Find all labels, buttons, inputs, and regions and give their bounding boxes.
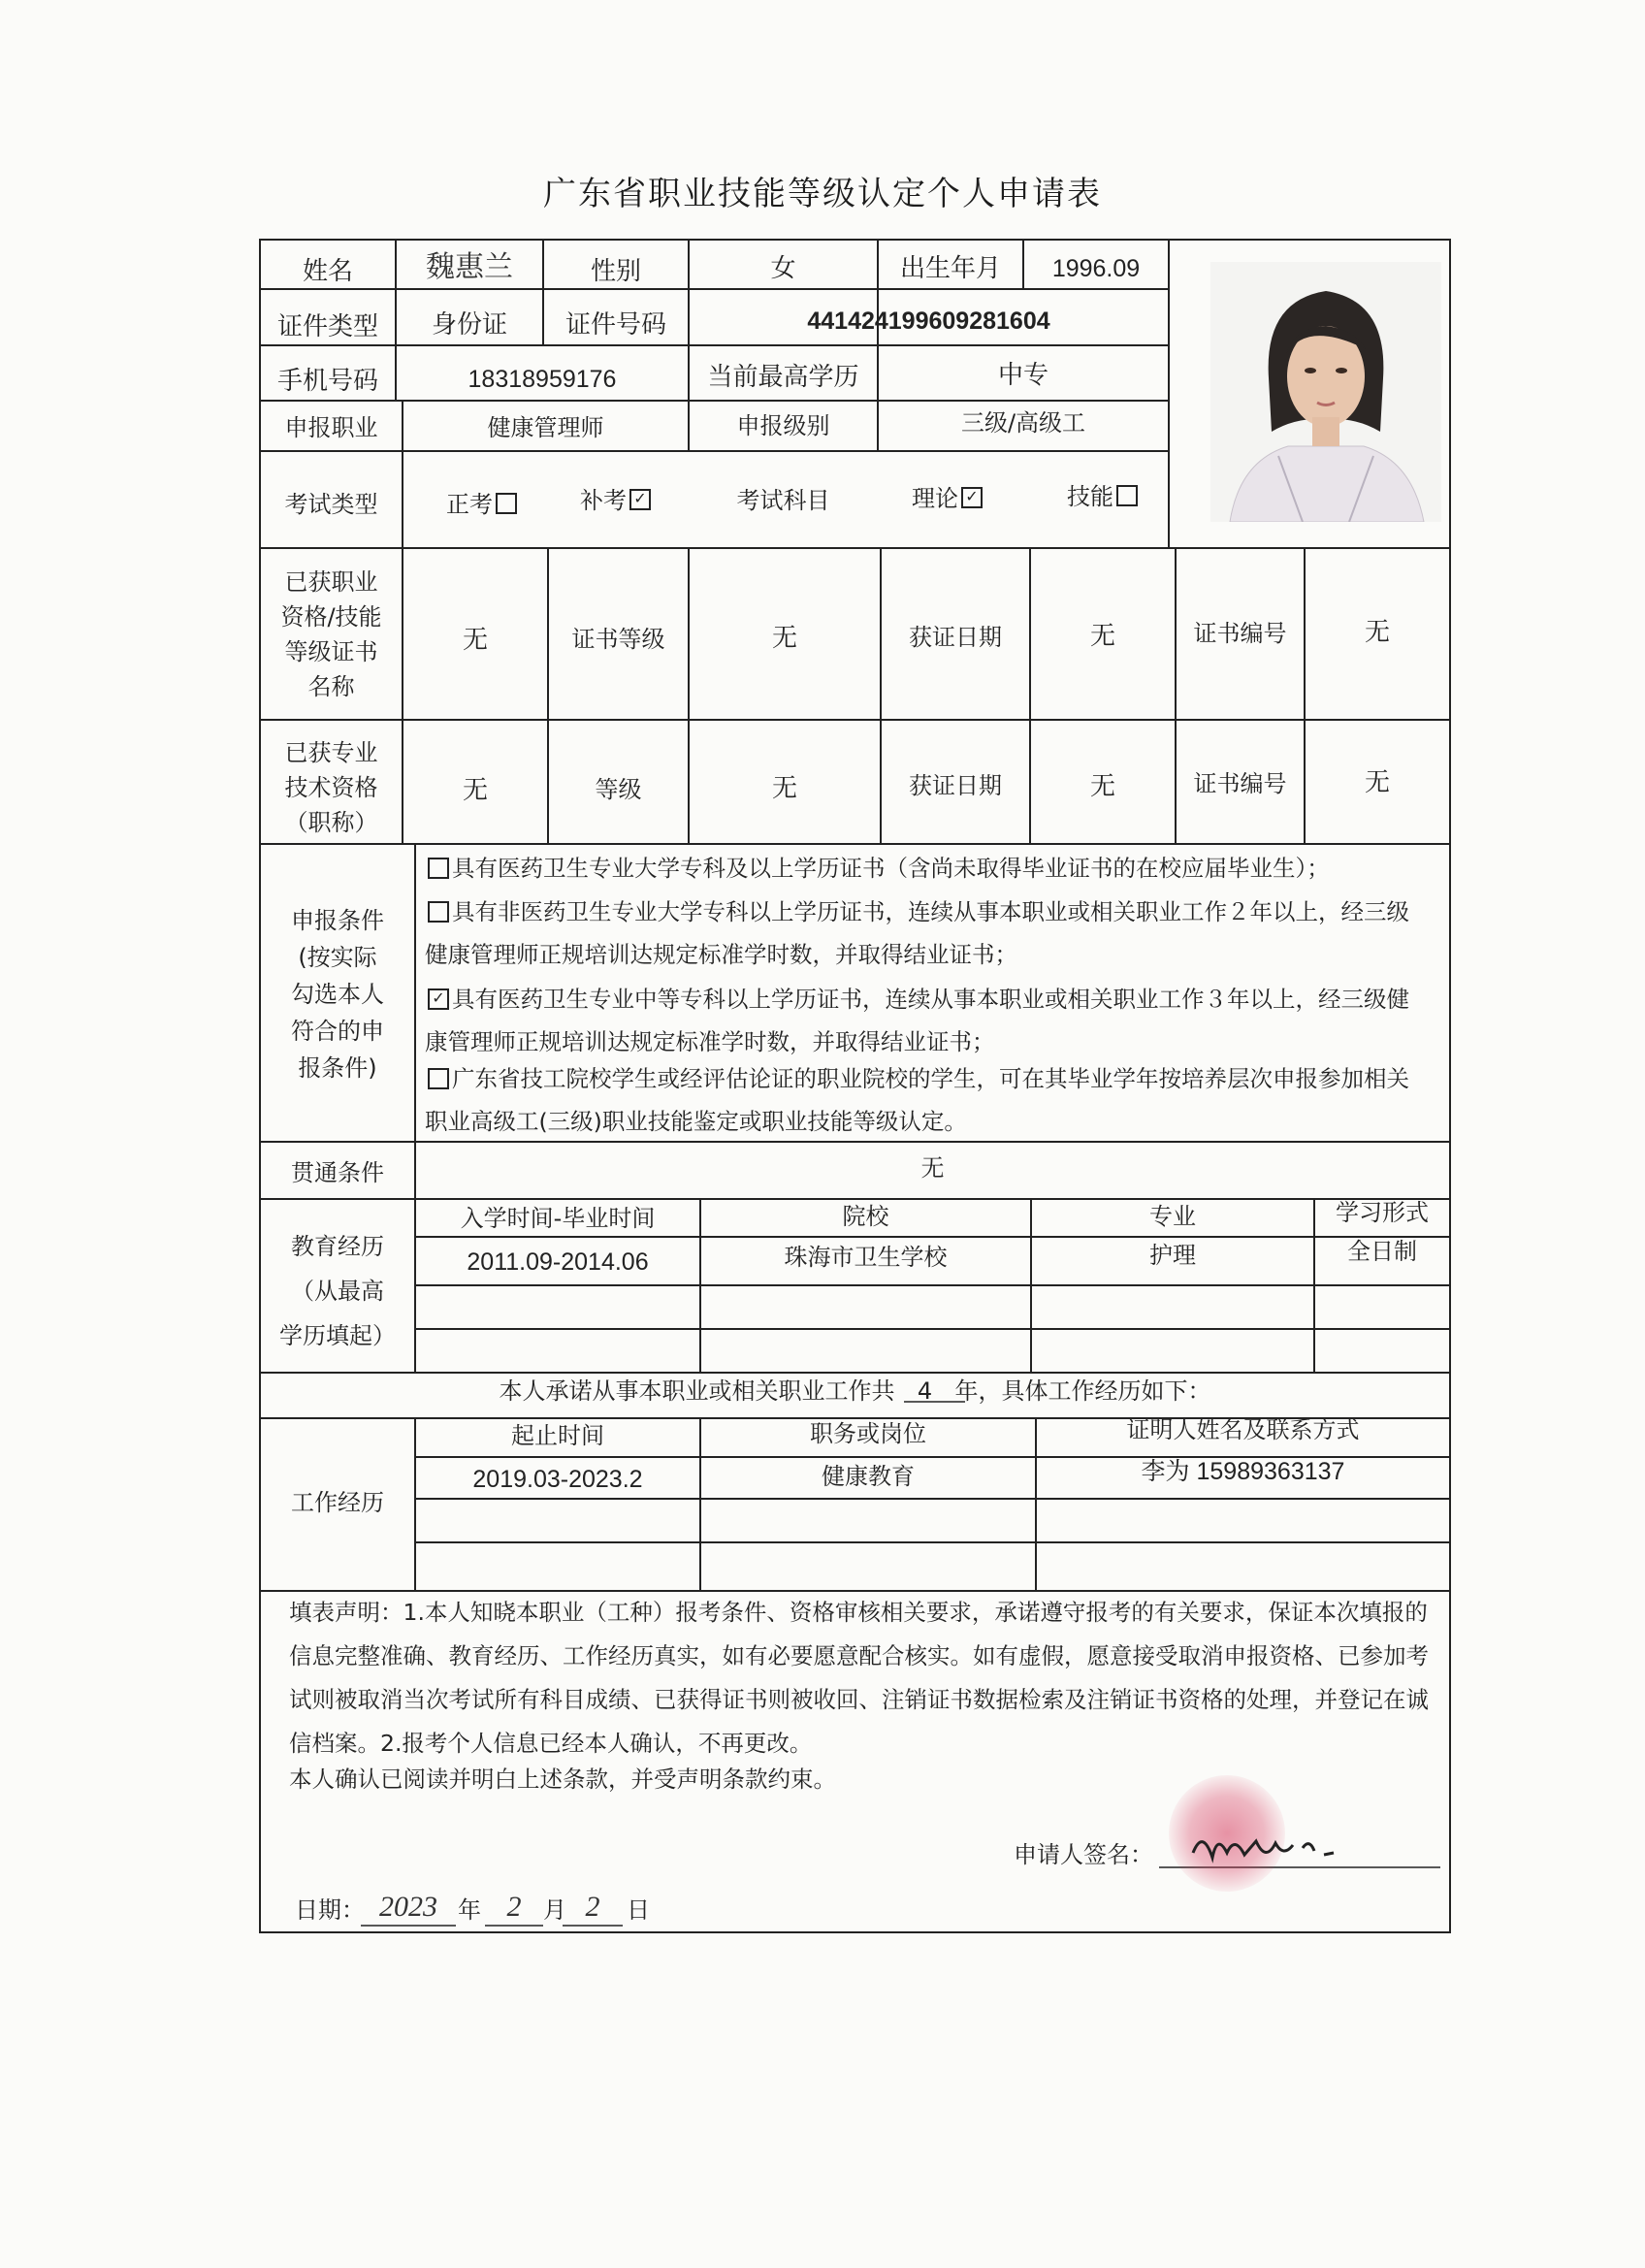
id-type-label: 证件类型	[276, 312, 378, 341]
date-month-unit: 月	[543, 1896, 566, 1924]
edu-header-period: 入学时间-毕业时间	[460, 1205, 656, 1232]
cert2-label: 已获专业 技术资格 （职称）	[284, 739, 378, 836]
edu-label: 当前最高学历	[707, 363, 859, 392]
exam-subject-label: 考试科目	[736, 487, 830, 514]
exam-makeup-option[interactable]: 补考 ✓	[580, 487, 654, 515]
statement-text: 填表声明：1.本人知晓本职业（工种）报考条件、资格审核相关要求，承诺遵守报考的有关要求，保证本次填报的信息完整准确、教育经历、工作经历真实，如有必要愿意配合核实。如有虚假，愿意接受取消申报资格、已参加考试则被取消当次考试所有科目成绩、已获得证书则被收回、注销证书数据检索及注销证书资格的处理，并登记在诚信档案。2.报考个人信息已经本人确认，不再更改。	[289, 1599, 1429, 1757]
work-header-reference: 证明人姓名及联系方式	[1126, 1416, 1360, 1443]
condition-item-1[interactable]: 具有医药卫生专业大学专科及以上学历证书（含尚未取得毕业证书的在校应届毕业生）；	[425, 847, 1429, 890]
applicant-signature	[1188, 1824, 1343, 1872]
exam-type-label: 考试类型	[284, 491, 378, 518]
through-value: 无	[920, 1154, 945, 1182]
edu-row-mode: 全日制	[1347, 1238, 1417, 1265]
date-label: 日期：	[295, 1896, 365, 1924]
condition-2-checkbox[interactable]	[428, 901, 449, 923]
cert2-no-label: 证书编号	[1193, 770, 1287, 797]
level-value: 三级/高级工	[960, 409, 1086, 437]
condition-item-3[interactable]: ✓ 具有医药卫生专业中等专科以上学历证书，连续从事本职业或相关职业工作３年以上，经三级健康管理师正规培训达规定标准学时数，并取得结业证书；	[425, 986, 1409, 1055]
birth-label: 出生年月	[899, 254, 1001, 283]
cert1-label: 已获职业 资格/技能 等级证书 名称	[280, 568, 382, 700]
cert1-date: 无	[1089, 622, 1115, 651]
exam-skill-option[interactable]: 技能	[1067, 483, 1141, 511]
edu-row-major: 护理	[1149, 1242, 1196, 1269]
level-label: 申报级别	[736, 412, 830, 439]
education-label: 教育经历 （从最高 学历填起）	[279, 1233, 396, 1349]
condition-4-checkbox[interactable]	[428, 1068, 449, 1089]
promise-years: 4	[917, 1377, 933, 1405]
id-type-value: 身份证	[431, 310, 507, 340]
work-row-reference: 李为 15989363137	[1141, 1458, 1345, 1485]
exam-makeup-checkbox[interactable]: ✓	[629, 489, 651, 510]
date-year: 2023	[379, 1891, 437, 1923]
exam-normal-option[interactable]: 正考	[446, 491, 520, 519]
cert2-name: 无	[462, 776, 488, 805]
job-value: 健康管理师	[487, 414, 604, 441]
work-header-position: 职务或岗位	[810, 1420, 926, 1447]
exam-normal-checkbox[interactable]	[496, 493, 517, 514]
cert1-no: 无	[1364, 618, 1390, 647]
edu-row-school: 珠海市卫生学校	[784, 1244, 948, 1271]
form-title: 广东省职业技能等级认定个人申请表	[543, 175, 1102, 213]
id-no-value: 441424199609281604	[807, 308, 1050, 335]
exam-theory-option[interactable]: 理论 ✓	[912, 485, 985, 513]
gender-label: 性别	[590, 257, 641, 286]
job-label: 申报职业	[284, 414, 378, 441]
edu-header-major: 专业	[1149, 1203, 1196, 1230]
cert1-no-label: 证书编号	[1193, 620, 1287, 647]
birth-value: 1996.09	[1051, 255, 1141, 282]
exam-skill-checkbox[interactable]	[1116, 485, 1138, 506]
work-header-period: 起止时间	[511, 1422, 604, 1449]
condition-item-2[interactable]: 具有非医药卫生专业大学专科以上学历证书，连续从事本职业或相关职业工作２年以上，经三级健康管理师正规培训达规定标准学时数，并取得结业证书；	[425, 898, 1409, 968]
condition-3-checkbox[interactable]: ✓	[428, 988, 449, 1010]
edu-header-mode: 学习形式	[1336, 1199, 1429, 1226]
edu-row-period: 2011.09-2014.06	[467, 1248, 649, 1276]
phone-value: 18318959176	[468, 366, 617, 393]
condition-1-checkbox[interactable]	[428, 858, 449, 879]
date-year-unit: 年	[458, 1896, 481, 1924]
cert2-no: 无	[1364, 768, 1390, 797]
work-promise: 本人承诺从事本职业或相关职业工作共 4 年，具体工作经历如下：	[499, 1377, 1211, 1405]
name-label: 姓名	[302, 257, 353, 286]
phone-label: 手机号码	[276, 367, 378, 396]
cert2-grade: 无	[771, 774, 797, 803]
id-no-label: 证件号码	[564, 310, 666, 340]
date-month: 2	[506, 1891, 522, 1923]
cert2-grade-label: 等级	[595, 776, 642, 803]
gender-value: 女	[770, 254, 796, 283]
cert1-date-label: 获证日期	[909, 624, 1002, 651]
cert1-grade: 无	[771, 624, 797, 653]
date-day: 2	[585, 1891, 600, 1923]
cert1-name: 无	[462, 626, 488, 655]
conditions-label: 申报条件 (按实际 勾选本人 符合的申 报条件)	[291, 907, 384, 1082]
applicant-photo	[1210, 262, 1441, 522]
cert2-date-label: 获证日期	[909, 772, 1002, 799]
through-label: 贯通条件	[291, 1159, 384, 1186]
work-row-period: 2019.03-2023.2	[472, 1466, 643, 1493]
date-day-unit: 日	[627, 1896, 650, 1924]
work-label: 工作经历	[291, 1489, 384, 1516]
cert2-date: 无	[1089, 772, 1115, 801]
edu-header-school: 院校	[842, 1203, 889, 1230]
name-value: 魏惠兰	[426, 251, 513, 283]
signature-label: 申请人签名：	[1014, 1841, 1153, 1868]
work-row-position: 健康教育	[822, 1463, 915, 1490]
edu-value: 中专	[997, 361, 1048, 390]
statement-confirm: 本人确认已阅读并明白上述条款，并受声明条款约束。	[289, 1766, 836, 1793]
condition-item-4[interactable]: 广东省技工院校学生或经评估论证的职业院校的学生，可在其毕业学年按培养层次申报参加相关职业高级工(三级)职业技能鉴定或职业技能等级认定。	[425, 1065, 1409, 1135]
exam-theory-checkbox[interactable]: ✓	[961, 487, 983, 508]
cert1-grade-label: 证书等级	[571, 626, 665, 653]
